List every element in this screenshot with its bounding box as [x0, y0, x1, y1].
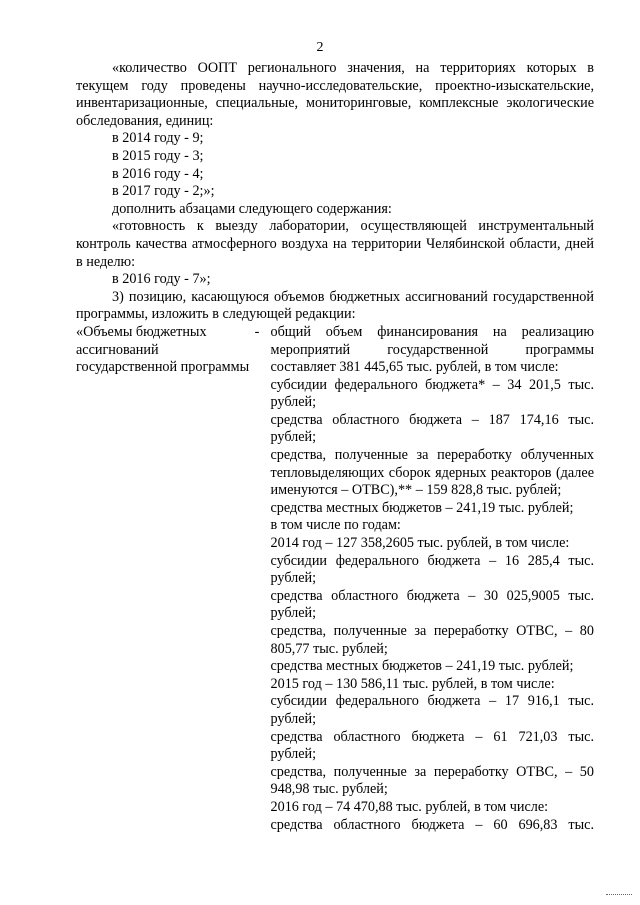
funding-line: средства местных бюджетов – 241,19 тыс. рублей;: [270, 658, 574, 675]
funding-line: средства областного бюджета – 61 721,03 тыс. рублей;: [270, 728, 594, 763]
paragraph-2015: в 2015 году - 3;: [112, 147, 204, 164]
funding-line: субсидии федерального бюджета – 16 285,4 тыс. рублей;: [270, 552, 594, 587]
funding-line: в том числе по годам:: [270, 517, 401, 534]
funding-line: средства местных бюджетов – 241,19 тыс. рублей;: [270, 499, 574, 516]
paragraph-supplement: дополнить абзацами следующего содержания:: [112, 200, 392, 217]
funding-line: общий объем финансирования на реализацию мероприятий государственной программы составляет 381 445,65 тыс. рублей, в том числе:: [270, 323, 594, 376]
funding-line: средства, полученные за переработку облученных тепловыделяющих сборок ядерных реакторов (далее именуются – ОТВС),** – 159 828,8 тыс. рублей;: [270, 447, 594, 499]
funding-line: средства областного бюджета – 187 174,16 тыс. рублей;: [270, 411, 594, 446]
funding-table-row: [76, 324, 594, 834]
funding-line: средства, полученные за переработку ОТВС, – 50 948,98 тыс. рублей;: [270, 763, 594, 798]
paragraph-2014: в 2014 году - 9;: [112, 130, 204, 147]
funding-line: 2015 год – 130 586,11 тыс. рублей, в том числе:: [270, 675, 555, 692]
funding-dash: -: [254, 323, 260, 340]
funding-line: 2014 год – 127 358,2605 тыс. рублей, в том числе:: [270, 535, 570, 552]
paragraph-item-3: 3) позицию, касающуюся объемов бюджетных ассигнований государственной программы, изложить в следующей редакции:: [76, 288, 594, 323]
paragraph-2016-lab: в 2016 году - 7»;: [112, 271, 211, 288]
funding-line: средства областного бюджета – 30 025,9005 тыс. рублей;: [270, 587, 594, 622]
funding-line: средства, полученные за переработку ОТВС, – 80 805,77 тыс. рублей;: [270, 623, 594, 657]
funding-label: «Объемы бюджетных ассигнований государственной программы: [76, 323, 250, 376]
paragraph-oopt-count: «количество ООПТ регионального значения, на территориях которых в текущем году проведены научно-исследовательские, проектно-изыскательские, инвентаризационные, специальные, мониторинговые, комплексные экологические обследования, единиц:: [76, 60, 594, 129]
paragraph-lab-readiness: «готовность к выезду лаборатории, осуществляющей инструментальный контроль качества атмосферного воздуха на территории Челябинской области, дней в неделю:: [76, 218, 594, 270]
funding-line: субсидии федерального бюджета* – 34 201,5 тыс. рублей;: [270, 376, 594, 411]
funding-line: 2016 год – 74 470,88 тыс. рублей, в том числе:: [270, 798, 549, 815]
paragraph-2016: в 2016 году - 4;: [112, 165, 204, 182]
page-number: 2: [316, 40, 324, 55]
funding-line: средства областного бюджета – 60 696,83 тыс.: [270, 816, 594, 833]
funding-line: субсидии федерального бюджета – 17 916,1 тыс. рублей;: [270, 693, 594, 727]
funding-details: [271, 324, 595, 834]
scan-mark: [606, 894, 632, 899]
document-body: [76, 60, 594, 834]
paragraph-2017: в 2017 году - 2;»;: [112, 183, 215, 200]
